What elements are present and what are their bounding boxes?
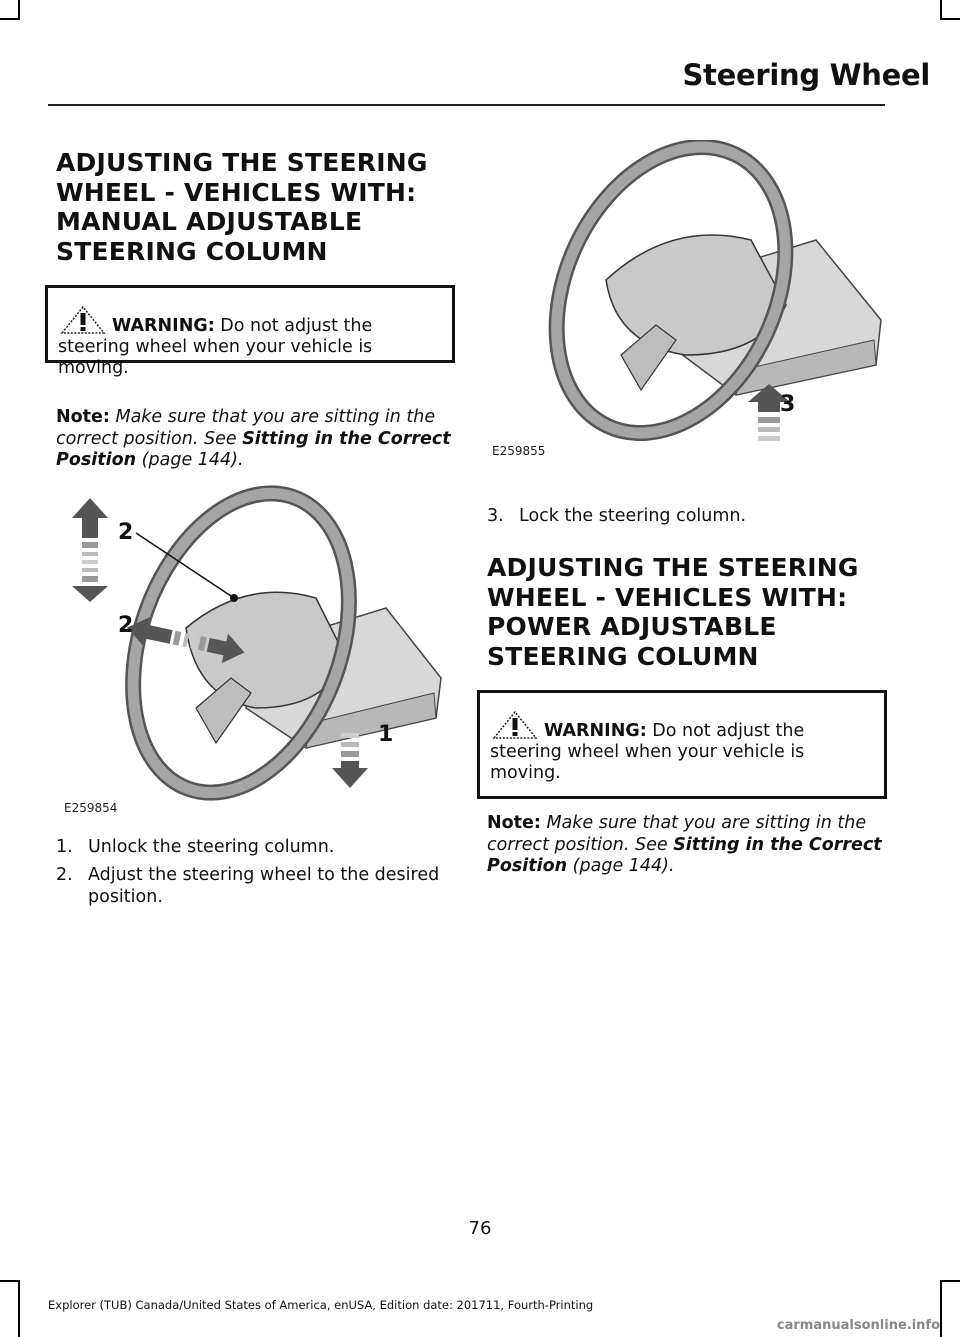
note-link[interactable]: Sitting in the Correct Position (487, 834, 882, 876)
crop-mark (940, 1280, 942, 1337)
warning-box (477, 690, 887, 799)
figure-id: E259854 (64, 801, 118, 815)
section-heading-power: ADJUSTING THE STEERING WHEEL - VEHICLES WITH: POWER ADJUSTABLE STEERING COLUMN (487, 553, 859, 671)
warning-box (45, 285, 455, 378)
crop-mark (18, 0, 20, 18)
warning-text: Do not adjust the steering wheel when your vehicle is moving. (58, 316, 373, 378)
footer: Explorer (TUB) Canada/United States of America, enUSA, Edition date: 201711, Fourth-Printing (48, 1298, 594, 1312)
callout-2-vertical: 2 (118, 520, 134, 545)
step-3: 3. Lock the steering column. (487, 506, 747, 526)
steering-wheel-figure-manual (56, 478, 456, 818)
callout-2-horizontal: 2 (118, 613, 134, 638)
crop-mark (940, 18, 960, 20)
steering-wheel-illustration (486, 140, 886, 465)
note-link[interactable]: Sitting in the Correct Position (56, 428, 451, 470)
crop-mark (0, 18, 20, 20)
section-heading-manual: ADJUSTING THE STEERING WHEEL - VEHICLES WITH: MANUAL ADJUSTABLE STEERING COLUMN (56, 148, 428, 266)
steering-wheel-illustration (56, 478, 456, 818)
header-divider (48, 104, 885, 106)
crop-mark (940, 1280, 960, 1282)
callout-1: 1 (378, 722, 394, 747)
warning-text: Do not adjust the steering wheel when your vehicle is moving. (490, 721, 805, 783)
crop-mark (0, 1280, 20, 1282)
page-title: Steering Wheel (682, 58, 930, 92)
callout-3: 3 (780, 392, 796, 417)
steering-wheel-figure-lock (486, 140, 886, 465)
warning-label: WARNING: (112, 316, 215, 336)
crop-mark (18, 1280, 20, 1337)
warning-label: WARNING: (544, 721, 647, 741)
page-number: 76 (468, 1218, 492, 1239)
note-label: Note: (487, 813, 541, 833)
warning-icon (58, 305, 108, 335)
note: Note: Make sure that you are sitting in the correct position. See Sitting in the Correct Position (page 144). (487, 813, 882, 876)
step-1: 1. Unlock the steering column. (56, 837, 335, 857)
figure-id: E259855 (492, 444, 546, 458)
watermark: carmanualsonline.info (776, 1318, 940, 1333)
crop-mark (940, 0, 942, 18)
step-2: 2. Adjust the steering wheel to the desired position. (56, 865, 440, 907)
note-label: Note: (56, 407, 110, 427)
warning-icon (490, 710, 540, 740)
note: Note: Make sure that you are sitting in the correct position. See Sitting in the Correct Position (page 144). (56, 407, 451, 470)
